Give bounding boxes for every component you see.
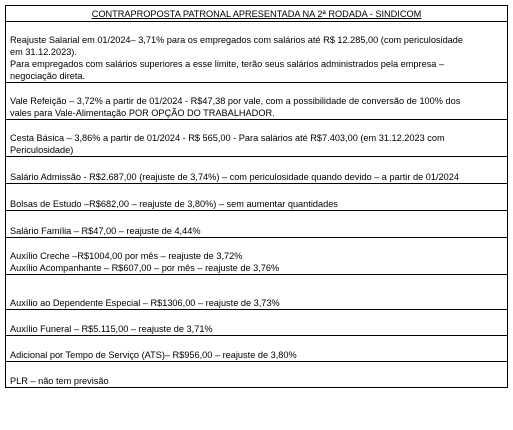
row-line: Reajuste Salarial em 01/2024– 3,71% para os empregados com salários até R$ 12.285,00 (com periculosidade	[10, 35, 464, 45]
row-line: negociação direta.	[10, 71, 86, 81]
admission-salary-cell	[6, 157, 508, 184]
daycare-allowance-cell	[6, 238, 508, 275]
table-row	[6, 120, 508, 157]
row-line: Auxílio Funeral – R$5.115,00 – reajuste de 3,71%	[10, 324, 213, 334]
row-line: Auxílio Acompanhante – R$607,00 – por mês – reajuste de 3,76%	[10, 263, 280, 273]
row-line: PLR – não tem previsão	[10, 376, 109, 386]
row-line: Auxílio Creche –R$1004,00 por mês – reajuste de 3,72%	[10, 251, 243, 261]
table-row	[6, 184, 508, 211]
table-row	[6, 336, 508, 362]
row-line: Bolsas de Estudo –R$682,00 – reajuste de 3,80%) – sem aumentar quantidades	[10, 199, 338, 209]
table-row	[6, 310, 508, 336]
row-line: em 31.12.2023).	[10, 47, 77, 57]
proposal-table	[5, 5, 508, 388]
scholarship-cell	[6, 184, 508, 211]
table-row	[6, 22, 508, 83]
row-line: Periculosidade)	[10, 145, 74, 155]
table-row	[6, 238, 508, 275]
table-row	[6, 83, 508, 120]
seniority-bonus-cell	[6, 336, 508, 362]
row-line: Adicional por Tempo de Serviço (ATS)– R$956,00 – reajuste de 3,80%	[10, 350, 297, 360]
row-line: Para empregados com salários superiores a esse limite, terão seus salários administrados pela empresa –	[10, 59, 445, 69]
special-dependent-cell	[6, 275, 508, 310]
row-line: Auxílio ao Dependente Especial – R$1306,00 – reajuste de 3,73%	[10, 298, 280, 308]
row-line: vales para Vale-Alimentação POR OPÇÃO DO TRABALHADOR.	[10, 108, 275, 118]
salary-adjustment-cell	[6, 22, 508, 83]
row-line: Cesta Básica – 3,86% a partir de 01/2024 - R$ 565,00 - Para salários até R$7.403,00 (em 31.12.2023 com	[10, 133, 445, 143]
table-row	[6, 362, 508, 388]
row-line: Salário Admissão - R$2.687,00 (reajuste de 3,74%) – com periculosidade quando devido – a partir de 01/2024	[10, 172, 459, 182]
table-row	[6, 275, 508, 310]
table-row	[6, 211, 508, 238]
meal-voucher-cell	[6, 83, 508, 120]
row-line: Vale Refeição – 3,72% a partir de 01/2024 - R$47,38 por vale, com a possibilidade de conversão de 100% dos	[10, 96, 461, 106]
family-allowance-cell	[6, 211, 508, 238]
food-basket-cell	[6, 120, 508, 157]
funeral-allowance-cell	[6, 310, 508, 336]
table-row	[6, 157, 508, 184]
row-line: Salário Família – R$47,00 – reajuste de 4,44%	[10, 226, 201, 236]
profit-sharing-cell	[6, 362, 508, 388]
document-title: CONTRAPROPOSTA PATRONAL APRESENTADA NA 2ª RODADA - SINDICOM	[6, 6, 508, 22]
title-row	[6, 6, 508, 22]
